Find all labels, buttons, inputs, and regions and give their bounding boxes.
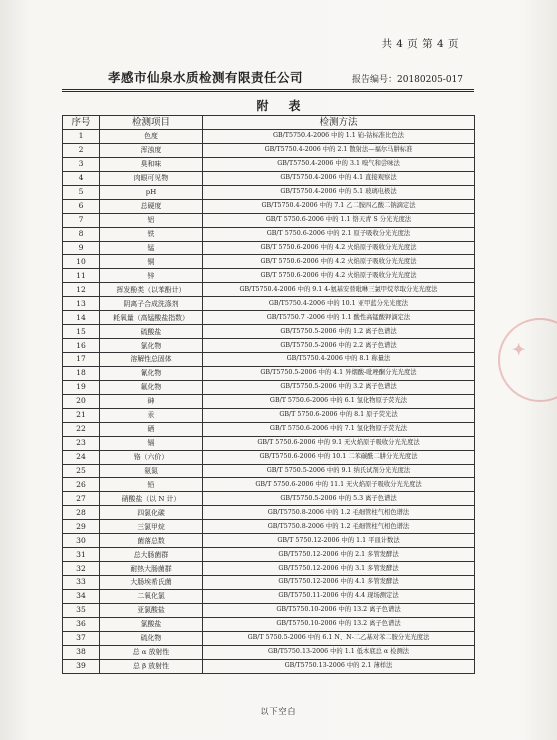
table-row — [63, 213, 475, 227]
row-seq: 14 — [63, 311, 100, 325]
row-item: 铬（六价） — [100, 450, 203, 464]
table-row — [63, 283, 475, 297]
report-number: 报告编号：20180205-017 — [352, 75, 464, 85]
row-method: GB/T 5750.5-2006 中的 9.1 纳氏试剂分光光度法 — [203, 464, 475, 478]
table-row — [63, 255, 475, 269]
table-row — [63, 130, 475, 144]
row-item: 总大肠菌群 — [100, 548, 203, 562]
row-item: 浑浊度 — [100, 143, 203, 157]
row-item: 硫酸盐 — [100, 325, 203, 339]
row-method: GB/T5750.13-2006 中的 2.1 薄样法 — [203, 659, 475, 673]
table-row — [63, 366, 475, 380]
header-rule — [62, 89, 474, 90]
row-method: GB/T5750.4-2006 中的 5.1 玻璃电极法 — [203, 185, 475, 199]
header-item: 检测项目 — [100, 116, 203, 130]
row-method: GB/T5750.4-2006 中的 10.1 亚甲蓝分光光度法 — [203, 297, 475, 311]
row-seq: 35 — [63, 603, 100, 617]
row-method: GB/T5750.12-2006 中的 3.1 多管发酵法 — [203, 562, 475, 576]
row-method: GB/T5750.4-2006 中的 8.1 称量法 — [203, 353, 475, 367]
table-row — [63, 325, 475, 339]
row-seq: 20 — [63, 394, 100, 408]
seal-stamp-mark: ✦ — [512, 340, 526, 359]
table-row — [63, 617, 475, 631]
row-method: GB/T5750.8-2006 中的 1.2 毛细管柱气相色谱法 — [203, 520, 475, 534]
row-method: GB/T 5750.6-2006 中的 7.1 氢化物原子荧光法 — [203, 422, 475, 436]
row-item: 三氯甲烷 — [100, 520, 203, 534]
row-seq: 1 — [63, 130, 100, 144]
table-row — [63, 353, 475, 367]
row-method: GB/T5750.5-2006 中的 5.3 离子色谱法 — [203, 492, 475, 506]
row-item: 挥发酚类（以苯酚计） — [100, 283, 203, 297]
row-method: GB/T5750.4-2006 中的 1.1 铂-钴标准比色法 — [203, 130, 475, 144]
table-row — [63, 576, 475, 590]
row-item: 铜 — [100, 255, 203, 269]
table-row — [63, 422, 475, 436]
row-method: GB/T5750.7 -2006 中的 1.1 酸性高锰酸钾滴定法 — [203, 311, 475, 325]
footer-note: 以下空白 — [260, 707, 297, 716]
row-seq: 9 — [63, 241, 100, 255]
row-seq: 31 — [63, 548, 100, 562]
row-seq: 6 — [63, 199, 100, 213]
row-method: GB/T 5750.12-2006 中的 1.1 平皿计数法 — [203, 534, 475, 548]
row-item: 总 α 放射性 — [100, 645, 203, 659]
row-method: GB/T 5750.6-2006 中的 1.1 铬天青 S 分光光度法 — [203, 213, 475, 227]
header-rule-thin — [62, 91, 474, 92]
row-method: GB/T5750.12-2006 中的 2.1 多管发酵法 — [203, 548, 475, 562]
table-row — [63, 659, 475, 673]
row-method: GB/T 5750.6-2006 中的 6.1 氢化物原子荧光法 — [203, 394, 475, 408]
row-seq: 28 — [63, 506, 100, 520]
row-method: GB/T5750.4-2006 中的 9.1 4-氨基安替吡啉三氯甲烷萃取分光光度法 — [203, 283, 475, 297]
row-method: GB/T 5750.6-2006 中的 4.2 火焰原子吸收分光光度法 — [203, 255, 475, 269]
row-method: GB/T5750.11-2006 中的 4.4 现场测定法 — [203, 589, 475, 603]
row-seq: 4 — [63, 171, 100, 185]
table-row — [63, 534, 475, 548]
row-item: 铝 — [100, 213, 203, 227]
row-seq: 15 — [63, 325, 100, 339]
row-seq: 34 — [63, 589, 100, 603]
page-title: 附表 — [256, 99, 321, 113]
row-method: GB/T 5750.6-2006 中的 2.1 原子吸收分光光度法 — [203, 227, 475, 241]
table-header-row — [63, 116, 475, 130]
table-row — [63, 492, 475, 506]
row-item: 砷 — [100, 394, 203, 408]
row-method: GB/T5750.5-2006 中的 4.1 异烟酸-吡唑酮分光光度法 — [203, 366, 475, 380]
row-seq: 38 — [63, 645, 100, 659]
row-item: 肉眼可见物 — [100, 171, 203, 185]
header-seq: 序号 — [63, 116, 100, 130]
row-seq: 39 — [63, 659, 100, 673]
row-method: GB/T 5750.6-2006 中的 11.1 无火焰原子吸收分光光度法 — [203, 478, 475, 492]
row-item: 氯化物 — [100, 339, 203, 353]
row-item: 镉 — [100, 436, 203, 450]
row-seq: 21 — [63, 408, 100, 422]
table-row — [63, 478, 475, 492]
row-method: GB/T5750.13-2006 中的 1.1 低本底总 α 检测法 — [203, 645, 475, 659]
row-method: GB/T 5750.6-2006 中的 4.2 火焰原子吸收分光光度法 — [203, 269, 475, 283]
table-row — [63, 450, 475, 464]
table-row — [63, 394, 475, 408]
row-item: 臭和味 — [100, 157, 203, 171]
row-seq: 33 — [63, 576, 100, 590]
row-seq: 37 — [63, 631, 100, 645]
row-item: 耐热大肠菌群 — [100, 562, 203, 576]
row-item: 铅 — [100, 478, 203, 492]
row-seq: 19 — [63, 380, 100, 394]
row-item: 总硬度 — [100, 199, 203, 213]
row-item: 菌落总数 — [100, 534, 203, 548]
row-seq: 7 — [63, 213, 100, 227]
row-seq: 2 — [63, 143, 100, 157]
seal-stamp — [498, 318, 557, 402]
table-row — [63, 645, 475, 659]
row-seq: 29 — [63, 520, 100, 534]
row-item: 锰 — [100, 241, 203, 255]
table-row — [63, 603, 475, 617]
page-info: 共 4 页 第 4 页 — [381, 38, 459, 50]
table-row — [63, 297, 475, 311]
row-item: 色度 — [100, 130, 203, 144]
row-method: GB/T 5750.5-2006 中的 6.1 N、N-二乙基对苯二胺分光光度法 — [203, 631, 475, 645]
table-row — [63, 589, 475, 603]
row-item: 氨氮 — [100, 464, 203, 478]
row-seq: 30 — [63, 534, 100, 548]
row-seq: 10 — [63, 255, 100, 269]
row-method: GB/T5750.4-2006 中的 3.1 嗅气和尝味法 — [203, 157, 475, 171]
row-item: 氰化物 — [100, 366, 203, 380]
company-name: 孝感市仙泉水质检测有限责任公司 — [108, 70, 304, 85]
table-row — [63, 269, 475, 283]
row-method: GB/T5750.10-2006 中的 13.2 离子色谱法 — [203, 603, 475, 617]
table-row — [63, 143, 475, 157]
row-method: GB/T5750.8-2006 中的 1.2 毛细管柱气相色谱法 — [203, 506, 475, 520]
row-method: GB/T5750.5-2006 中的 3.2 离子色谱法 — [203, 380, 475, 394]
row-seq: 18 — [63, 366, 100, 380]
row-item: 氯酸盐 — [100, 617, 203, 631]
row-seq: 11 — [63, 269, 100, 283]
row-seq: 8 — [63, 227, 100, 241]
row-seq: 23 — [63, 436, 100, 450]
row-seq: 36 — [63, 617, 100, 631]
row-item: 汞 — [100, 408, 203, 422]
row-item: 硫化物 — [100, 631, 203, 645]
row-item: pH — [100, 185, 203, 199]
row-method: GB/T 5750.6-2006 中的 9.1 无火焰原子吸收分光光度法 — [203, 436, 475, 450]
row-method: GB/T5750.5-2006 中的 1.2 离子色谱法 — [203, 325, 475, 339]
row-item: 氟化物 — [100, 380, 203, 394]
row-method: GB/T5750.10-2006 中的 13.2 离子色谱法 — [203, 617, 475, 631]
row-seq: 12 — [63, 283, 100, 297]
table-row — [63, 339, 475, 353]
table-row — [63, 241, 475, 255]
row-method: GB/T5750.5-2006 中的 2.2 离子色谱法 — [203, 339, 475, 353]
table-row — [63, 380, 475, 394]
row-item: 耗氧量（高锰酸盐指数） — [100, 311, 203, 325]
row-item: 硒 — [100, 422, 203, 436]
row-method: GB/T5750.4-2006 中的 4.1 直接观察法 — [203, 171, 475, 185]
table-row — [63, 436, 475, 450]
row-seq: 26 — [63, 478, 100, 492]
row-method: GB/T5750.12-2006 中的 4.1 多管发酵法 — [203, 576, 475, 590]
table-body — [63, 130, 475, 674]
table-row — [63, 464, 475, 478]
row-item: 亚氯酸盐 — [100, 603, 203, 617]
table-row — [63, 506, 475, 520]
row-item: 硝酸盐（以 N 计） — [100, 492, 203, 506]
table-row — [63, 562, 475, 576]
table-row — [63, 227, 475, 241]
row-seq: 17 — [63, 353, 100, 367]
row-item: 四氯化碳 — [100, 506, 203, 520]
table-row — [63, 311, 475, 325]
row-item: 二氧化氯 — [100, 589, 203, 603]
row-method: GB/T 5750.6-2006 中的 4.2 火焰原子吸收分光光度法 — [203, 241, 475, 255]
table-row — [63, 199, 475, 213]
row-method: GB/T 5750.6-2006 中的 8.1 原子荧光法 — [203, 408, 475, 422]
row-item: 总 β 放射性 — [100, 659, 203, 673]
table-row — [63, 548, 475, 562]
row-seq: 32 — [63, 562, 100, 576]
row-method: GB/T5750.4-2006 中的 2.1 散射法—福尔马肼标准 — [203, 143, 475, 157]
row-item: 溶解性总固体 — [100, 353, 203, 367]
row-item: 大肠埃希氏菌 — [100, 576, 203, 590]
row-seq: 16 — [63, 339, 100, 353]
row-seq: 24 — [63, 450, 100, 464]
row-item: 锌 — [100, 269, 203, 283]
row-seq: 5 — [63, 185, 100, 199]
row-seq: 22 — [63, 422, 100, 436]
row-seq: 13 — [63, 297, 100, 311]
row-seq: 27 — [63, 492, 100, 506]
table-row — [63, 157, 475, 171]
row-method: GB/T5750.4-2006 中的 7.1 乙二胺四乙酸二钠滴定法 — [203, 199, 475, 213]
row-seq: 25 — [63, 464, 100, 478]
table-row — [63, 408, 475, 422]
row-method: GB/T5750.6-2006 中的 10.1 二苯碳酰二肼分光光度法 — [203, 450, 475, 464]
table-row — [63, 185, 475, 199]
table-row — [63, 631, 475, 645]
row-item: 铁 — [100, 227, 203, 241]
row-seq: 3 — [63, 157, 100, 171]
table-row — [63, 171, 475, 185]
header-method: 检测方法 — [203, 116, 475, 130]
row-item: 阴离子合成洗涤剂 — [100, 297, 203, 311]
appendix-table — [62, 115, 475, 674]
table-row — [63, 520, 475, 534]
